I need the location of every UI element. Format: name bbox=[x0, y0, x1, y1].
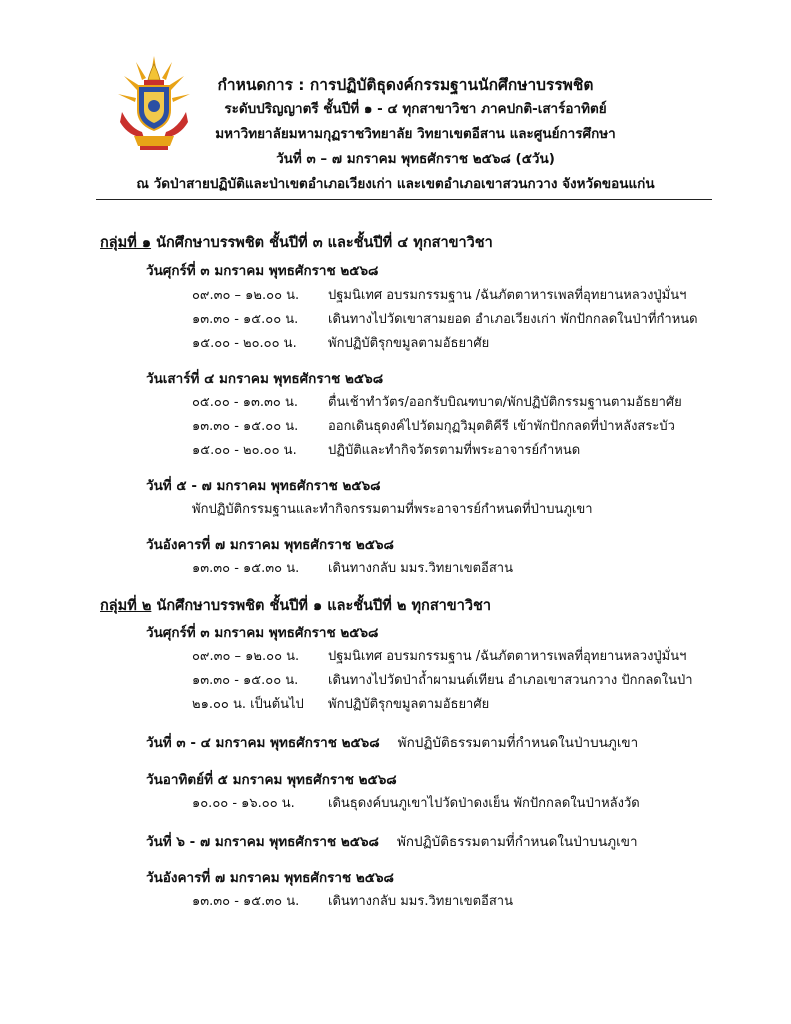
schedule-time: ๑๓.๓๐ - ๑๕.๓๐ น. bbox=[192, 561, 300, 576]
schedule-time: ๑๕.๐๐ - ๒๐.๐๐ น. bbox=[192, 443, 297, 458]
schedule-activity: ปฐมนิเทศ อบรมกรรมฐาน /ฉันภัตตาหารเพลที่อุทยานหลวงปู่มั่นฯ bbox=[328, 288, 687, 303]
group1-day4-title: วันอังคารที่ ๗ มกราคม พุทธศักราช ๒๕๖๘ bbox=[146, 537, 394, 553]
schedule-activity: ปฐมนิเทศ อบรมกรรมฐาน /ฉันภัตตาหารเพลที่อุทยานหลวงปู่มั่นฯ bbox=[328, 649, 687, 664]
schedule-time: ๑๓.๓๐ - ๑๕.๐๐ น. bbox=[192, 419, 299, 434]
group2-day4-date: วันที่ ๖ - ๗ มกราคม พุทธศักราช ๒๕๖๘ bbox=[146, 834, 379, 850]
schedule-time: ๑๓.๓๐ - ๑๕.๐๐ น. bbox=[192, 673, 299, 688]
group2-day1-title: วันศุกร์ที่ ๓ มกราคม พุทธศักราช ๒๕๖๘ bbox=[146, 625, 379, 641]
group2-day3-title: วันอาทิตย์ที่ ๕ มกราคม พุทธศักราช ๒๕๖๘ bbox=[146, 772, 397, 788]
schedule-time: ๒๑.๐๐ น. เป็นต้นไป bbox=[192, 697, 304, 712]
group1-day1-title: วันศุกร์ที่ ๓ มกราคม พุทธศักราช ๒๕๖๘ bbox=[146, 263, 379, 279]
schedule-activity: เดินทางไปวัดเขาสามยอด อำเภอเวียงเก่า พักปักกลดในป่าที่กำหนด bbox=[328, 312, 698, 327]
schedule-activity: ออกเดินธุดงค์ไปวัดมกุฏวิมุตติคีรี เข้าพักปักกลดที่ป่าหลังสระบัว bbox=[328, 419, 675, 434]
schedule-time: ๑๓.๓๐ - ๑๕.๐๐ น. bbox=[192, 312, 299, 327]
schedule-time: ๐๕.๐๐ - ๑๓.๓๐ น. bbox=[192, 395, 298, 410]
group1-title bbox=[100, 231, 493, 254]
group1-desc: นักศึกษาบรรพชิต ชั้นปีที่ ๓ และชั้นปีที่ ๔ ทุกสาขาวิชา bbox=[156, 235, 493, 251]
schedule-activity: ตื่นเช้าทำวัตร/ออกรับบิณฑบาต/พักปฏิบัติกรรมฐานตามอัธยาศัย bbox=[328, 395, 682, 410]
schedule-time: ๑๓.๓๐ - ๑๕.๓๐ น. bbox=[192, 894, 300, 909]
group2-day2-note: พักปฏิบัติธรรมตามที่กำหนดในป่าบนภูเขา bbox=[397, 735, 639, 751]
header-date-line: วันที่ ๓ – ๗ มกราคม พุทธศักราช ๒๕๖๘ (๕วัน) bbox=[276, 151, 555, 167]
group2-day5-title: วันอังคารที่ ๗ มกราคม พุทธศักราช ๒๕๖๘ bbox=[146, 870, 394, 886]
schedule-activity: พักปฏิบัติกรรมฐานและทำกิจกรรมตามที่พระอาจารย์กำหนดที่ป่าบนภูเขา bbox=[192, 502, 593, 517]
group2-title bbox=[100, 594, 491, 617]
schedule-activity: พักปฏิบัติรุกขมูลตามอัธยาศัย bbox=[328, 697, 490, 712]
header-location-line: ณ วัดป่าสายปฏิบัติและป่าเขตอำเภอเวียงเก่า และเขตอำเภอเขาสวนกวาง จังหวัดขอนแก่น bbox=[136, 176, 655, 192]
header-level-line: ระดับปริญญาตรี ชั้นปีที่ ๑ - ๔ ทุกสาขาวิชา ภาคปกติ-เสาร์อาทิตย์ bbox=[224, 101, 607, 117]
group2-label: กลุ่มที่ ๒ bbox=[100, 598, 152, 614]
schedule-time: ๑๕.๐๐ - ๒๐.๐๐ น. bbox=[192, 336, 297, 351]
schedule-activity: เดินทางกลับ มมร.วิทยาเขตอีสาน bbox=[328, 561, 513, 576]
schedule-activity: ปฏิบัติและทำกิจวัตรตามที่พระอาจารย์กำหนด bbox=[328, 443, 581, 458]
group2-desc: นักศึกษาบรรพชิต ชั้นปีที่ ๑ และชั้นปีที่ ๒ ทุกสาขาวิชา bbox=[156, 598, 491, 614]
document-title: กำหนดการ : การปฏิบัติธุดงค์กรรมฐานนักศึกษาบรรพชิต bbox=[217, 76, 594, 94]
header-university-line: มหาวิทยาลัยมหามกุฏราชวิทยาลัย วิทยาเขตอีสาน และศูนย์การศึกษา bbox=[215, 126, 616, 142]
group1-day2-title: วันเสาร์ที่ ๔ มกราคม พุทธศักราช ๒๕๖๘ bbox=[146, 371, 384, 387]
group1-label: กลุ่มที่ ๑ bbox=[100, 235, 152, 251]
header-divider bbox=[96, 199, 712, 200]
group1-day3-title: วันที่ ๕ - ๗ มกราคม พุทธศักราช ๒๕๖๘ bbox=[146, 478, 381, 494]
group2-day4-title bbox=[146, 830, 638, 852]
schedule-time: ๐๙.๓๐ – ๑๒.๐๐ น. bbox=[192, 649, 300, 664]
group2-day4-note: พักปฏิบัติธรรมตามที่กำหนดในป่าบนภูเขา bbox=[396, 834, 638, 850]
group2-day2-title bbox=[146, 731, 638, 753]
schedule-activity: เดินทางกลับ มมร.วิทยาเขตอีสาน bbox=[328, 894, 513, 909]
schedule-activity: เดินทางไปวัดป่าถ้ำผามนต์เทียน อำเภอเขาสวนกวาง ปักกลดในป่า bbox=[328, 673, 693, 688]
schedule-activity: เดินธุดงค์บนภูเขาไปวัดป่าดงเย็น พักปักกลดในป่าหลังวัด bbox=[328, 796, 640, 811]
schedule-activity: พักปฏิบัติรุกขมูลตามอัธยาศัย bbox=[328, 336, 490, 351]
group2-day2-date: วันที่ ๓ - ๔ มกราคม พุทธศักราช ๒๕๖๘ bbox=[146, 735, 380, 751]
schedule-time: ๐๙.๓๐ – ๑๒.๐๐ น. bbox=[192, 288, 300, 303]
schedule-time: ๑๐.๐๐ - ๑๖.๐๐ น. bbox=[192, 796, 295, 811]
